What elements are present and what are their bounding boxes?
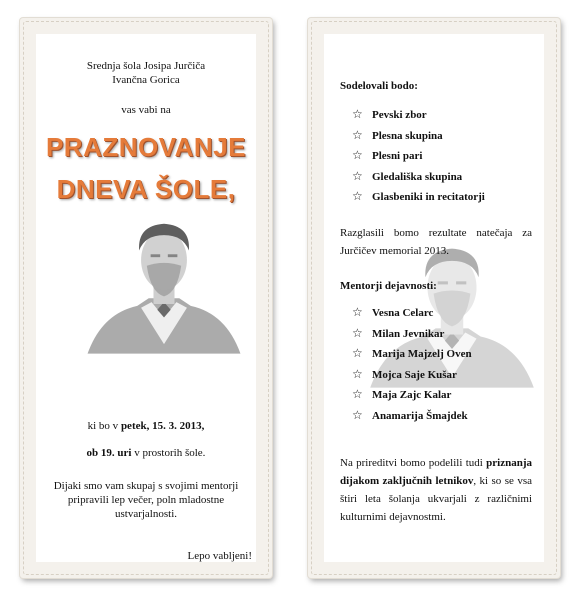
star-outline-icon: ☆ bbox=[352, 366, 363, 381]
list-item: ☆ Gledališka skupina bbox=[352, 166, 534, 187]
list-item: ☆ Vesna Celarc bbox=[352, 302, 534, 323]
date-prefix: ki bo v bbox=[87, 420, 121, 432]
invitation-card-back bbox=[308, 18, 560, 578]
results-text: Razglasili bomo rezultate natečaja za Jurčičev memorial 2013. bbox=[340, 227, 532, 257]
date-bold: petek, 15. 3. 2013, bbox=[120, 420, 205, 432]
participants-list bbox=[352, 104, 534, 207]
mentors-heading: Mentorji dejavnosti: bbox=[340, 280, 437, 292]
star-outline-icon: ☆ bbox=[352, 168, 363, 183]
school-name-line2: Ivančna Gorica bbox=[112, 74, 180, 86]
list-item: ☆ Marija Majzelj Oven bbox=[352, 343, 534, 364]
list-item: ☆ Mojca Saje Kušar bbox=[352, 364, 534, 385]
participants-heading: Sodelovali bodo: bbox=[340, 80, 418, 92]
title-line1: PRAZNOVANJE bbox=[45, 132, 247, 162]
star-outline-icon: ☆ bbox=[352, 407, 363, 422]
card-front-content bbox=[36, 34, 256, 562]
time-bold: ob 19. uri bbox=[86, 447, 132, 459]
mentors-list bbox=[352, 302, 534, 425]
list-item: ☆ Maja Zajc Kalar bbox=[352, 384, 534, 405]
title-line2: DNEVA ŠOLE, bbox=[56, 174, 236, 204]
description-text: Dijaki smo vam skupaj s svojimi mentorji pripravili lep večer, poln mladostne ustvarjalnosti. bbox=[53, 480, 239, 520]
star-outline-icon: ☆ bbox=[352, 107, 363, 121]
list-item: ☆ Glasbeniki in recitatorji bbox=[352, 186, 534, 207]
star-outline-icon: ☆ bbox=[352, 148, 363, 162]
school-name-line1: Srednja šola Josipa Jurčiča bbox=[86, 60, 206, 72]
event-date bbox=[36, 419, 256, 433]
awards-bold: priznanja dijakom zaključnih letnikov bbox=[340, 457, 532, 487]
list-item: ☆ Milan Jevnikar bbox=[352, 323, 534, 344]
closing-text: Lepo vabljeni! bbox=[187, 550, 252, 562]
portrait-image bbox=[78, 206, 250, 358]
star-outline-icon: ☆ bbox=[352, 325, 363, 340]
invite-text: vas vabi na bbox=[121, 104, 171, 116]
star-outline-icon: ☆ bbox=[352, 127, 363, 142]
time-suffix: v prostorih šole. bbox=[131, 447, 206, 459]
event-time bbox=[36, 446, 256, 460]
star-outline-icon: ☆ bbox=[352, 387, 363, 401]
list-item: ☆ Plesna skupina bbox=[352, 125, 534, 146]
invitation-card-front bbox=[20, 18, 272, 578]
awards-text: Na prireditvi bomo podelili tudi priznanja dijakom zaključnih letnikov, ki so se vsa štiri leta šolanja ukvarjali z različnimi kulturnimi dejavnostmi. bbox=[340, 457, 532, 523]
list-item: ☆ Pevski zbor bbox=[352, 104, 534, 125]
card-back-content bbox=[324, 34, 544, 562]
list-item: ☆ Plesni pari bbox=[352, 145, 534, 166]
star-outline-icon: ☆ bbox=[352, 305, 363, 319]
star-outline-icon: ☆ bbox=[352, 189, 363, 203]
list-item: ☆ Anamarija Šmajdek bbox=[352, 405, 534, 426]
star-outline-icon: ☆ bbox=[352, 346, 363, 360]
